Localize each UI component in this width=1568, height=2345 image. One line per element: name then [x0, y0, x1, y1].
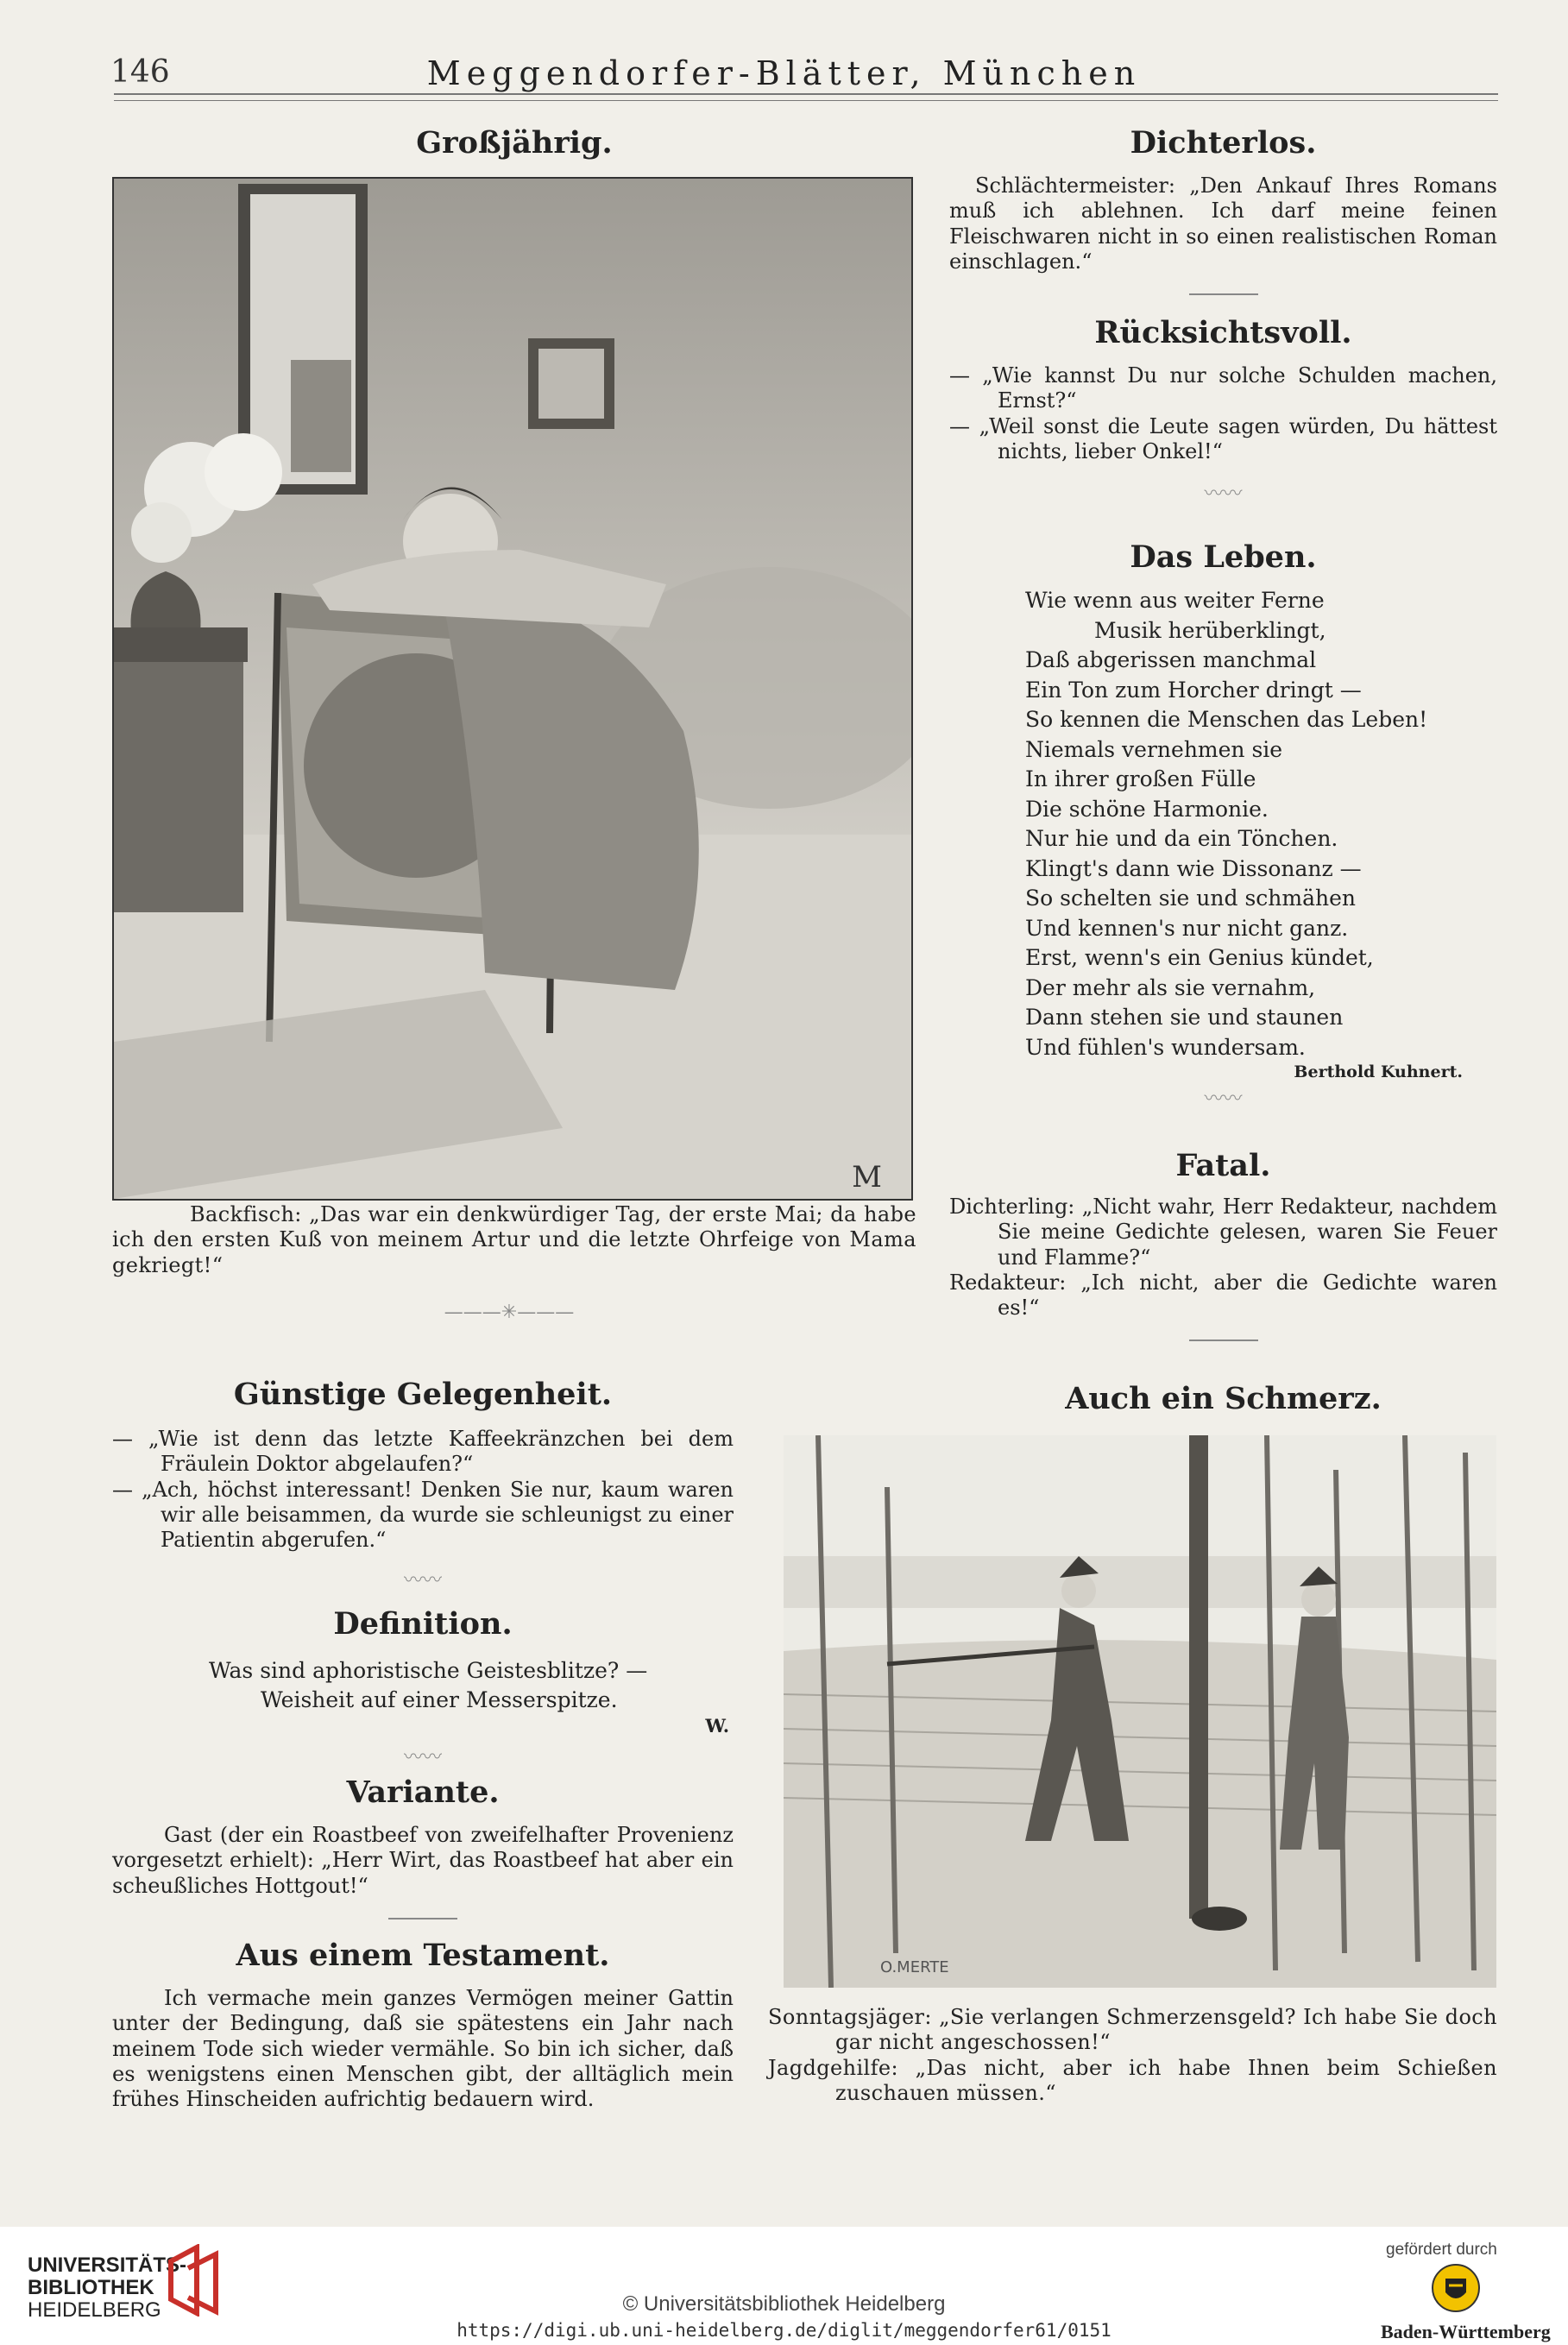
ornament-star: ———✳——— [444, 1302, 575, 1323]
header-rule [114, 93, 1498, 95]
poem-line: Erst, wenn's ein Genius kündet, [1025, 945, 1374, 970]
poem-line: In ihrer großen Fülle [1025, 766, 1256, 791]
hunters-illustration [784, 1435, 1496, 1988]
variante-text: Gast (der ein Roastbeef von zweifelhafter Provenienz vorgesetzt erhielt): „Herr Wirt, das Roastbeef hat aber ein scheußliches Hottgout!“ [112, 1823, 734, 1898]
section-title: Rücksichtsvoll. [1094, 315, 1352, 350]
dialogue-line: — „Wie ist denn das letzte Kaffeekränzchen bei dem Fräulein Doktor abgelaufen?“ [112, 1427, 734, 1477]
section-guenstige [112, 1377, 734, 1591]
poem-line: Klingt's dann wie Dissonanz — [1025, 855, 1362, 881]
poem-line: Ein Ton zum Horcher dringt — [1025, 677, 1362, 703]
illustration-hunters [784, 1435, 1496, 1988]
header-rule-thin [114, 100, 1498, 101]
section-variante [112, 1775, 734, 1919]
section-title: Dichterlos. [1130, 125, 1317, 161]
poem-line: Die schöne Harmonie. [1025, 796, 1269, 822]
library-line: BIBLIOTHEK [28, 2276, 154, 2299]
dialogue-line: — „Weil sonst die Leute sagen würden, Du hättest nichts, lieber Onkel!“ [949, 413, 1497, 463]
poem-line: Daß abgerissen manchmal [1025, 647, 1317, 672]
section-title: Auch ein Schmerz. [1065, 1381, 1382, 1416]
section-title: Definition. [333, 1606, 513, 1642]
definition-signature: W. [705, 1715, 729, 1737]
section-fatal [949, 1148, 1497, 1341]
dialogue-line: Dichterling: „Nicht wahr, Herr Redakteur, nachdem Sie meine Gedichte gelesen, waren Sie Feuer und Flamme?“ [949, 1195, 1497, 1270]
illustration-woman-chair [112, 177, 913, 1201]
caption-text: Backfisch: „Das war ein denkwürdiger Tag, der erste Mai; da habe ich den ersten Kuß von meinem Artur und die letzte Ohrfeige von Mama gekriegt!“ [112, 1202, 916, 1277]
verse-line: Weisheit auf einer Messerspitze. [261, 1687, 618, 1712]
svg-text:M: M [852, 1160, 882, 1195]
woman-chair-illustration [114, 179, 911, 1199]
library-line: UNIVERSITÄTS- [28, 2254, 187, 2277]
section-grossjaehrig-title-wrap [112, 125, 916, 161]
running-header [0, 47, 1568, 91]
poem-line: Niemals vernehmen sie [1025, 736, 1283, 762]
section-schmerz-title-wrap [949, 1381, 1497, 1417]
library-line: HEIDELBERG [28, 2298, 161, 2322]
page-number: 146 [110, 54, 170, 90]
section-title: Variante. [346, 1775, 500, 1810]
testament-text: Ich vermache mein ganzes Vermögen meiner Gattin unter der Bedingung, daß sie spätestens ein Jahr nach meinem Tode sich wieder vermähle. So bin ich sicher, daß es wenigstens einen Menschen gibt, der alltäglich mein frühes Hinscheiden aufrichtig bedauern wird. [112, 1986, 734, 2112]
section-title: Großjährig. [416, 125, 613, 161]
poem-line: Und fühlen's wundersam. [1025, 1034, 1306, 1060]
section-title: Aus einem Testament. [236, 1938, 610, 1973]
schmerz-caption [768, 2005, 1497, 2106]
dichterlos-text: Schlächtermeister: „Den Ankauf Ihres Romans muß ich ablehnen. Ich darf meine feinen Fleischwaren nicht in so einen realistischen Roman einschlagen.“ [949, 173, 1497, 274]
ornament-rule [1189, 1340, 1258, 1341]
poem-line: Nur hie und da ein Tönchen. [1025, 826, 1338, 851]
dialogue-line: — „Ach, höchst interessant! Denken Sie nur, kaum waren wir alle beisammen, da wurde sie schleunigst zu einer Patientin abgerufen.“ [112, 1477, 734, 1553]
poem-author: Berthold Kuhnert. [1294, 1062, 1463, 1081]
section-testament [112, 1938, 734, 2112]
section-title: Das Leben. [1130, 539, 1317, 575]
source-url[interactable]: https://digi.ub.uni-heidelberg.de/diglit/meggendorfer61/0151 [457, 2320, 1111, 2341]
ornament-wave: 〰〰 [1204, 1088, 1243, 1110]
ornament-rule [388, 1918, 457, 1919]
state-crest-icon [1431, 2263, 1481, 2313]
section-leben [949, 539, 1497, 1109]
section-ruecksicht [949, 315, 1497, 504]
state-name: Baden-Württemberg [1381, 2321, 1551, 2342]
ornament-wave: 〰〰 [1204, 483, 1243, 506]
dialogue-line: Redakteur: „Ich nicht, aber die Gedichte waren es!“ [949, 1270, 1497, 1321]
section-title: Fatal. [1175, 1148, 1271, 1183]
poem-line: So schelten sie und schmähen [1025, 886, 1356, 911]
leben-poem [949, 586, 1497, 1062]
dialogue-line: Sonntagsjäger: „Sie verlangen Schmerzensgeld? Ich habe Sie doch gar nicht angeschossen!“ [768, 2005, 1497, 2055]
dialogue-line: — „Wie kannst Du nur solche Schulden machen, Ernst?“ [949, 363, 1497, 413]
poem-line: So kennen die Menschen das Leben! [1025, 707, 1428, 732]
section-dichterlos [949, 125, 1497, 295]
definition-verse [112, 1656, 734, 1715]
poem-line: Dann stehen sie und staunen [1025, 1005, 1344, 1030]
dialogue-line: Jagdgehilfe: „Das nicht, aber ich habe Ihnen beim Schießen zuschauen müssen.“ [768, 2055, 1497, 2105]
magazine-title: Meggendorfer-Blätter, München [426, 54, 1142, 92]
copyright-text: © Universitätsbibliothek Heidelberg [622, 2292, 946, 2316]
poem-line: Wie wenn aus weiter Ferne [1025, 588, 1325, 613]
poem-line: Musik herüberklingt, [1094, 617, 1326, 643]
ornament-rule [1189, 293, 1258, 295]
artist-signature: O.MERTE [880, 1958, 949, 1976]
section-definition [112, 1606, 734, 1768]
caption-grossjaehrig [112, 1202, 916, 1278]
poem-line: Und kennen's nur nicht ganz. [1025, 915, 1349, 941]
poem-line: Der mehr als sie vernahm, [1025, 974, 1316, 1000]
ornament-wave: 〰〰 [403, 1747, 442, 1768]
funded-by-label: gefördert durch [1386, 2241, 1497, 2259]
section-title: Günstige Gelegenheit. [233, 1377, 613, 1412]
verse-line: Was sind aphoristische Geistesblitze? — [209, 1658, 648, 1683]
ornament-wave: 〰〰 [403, 1570, 442, 1592]
